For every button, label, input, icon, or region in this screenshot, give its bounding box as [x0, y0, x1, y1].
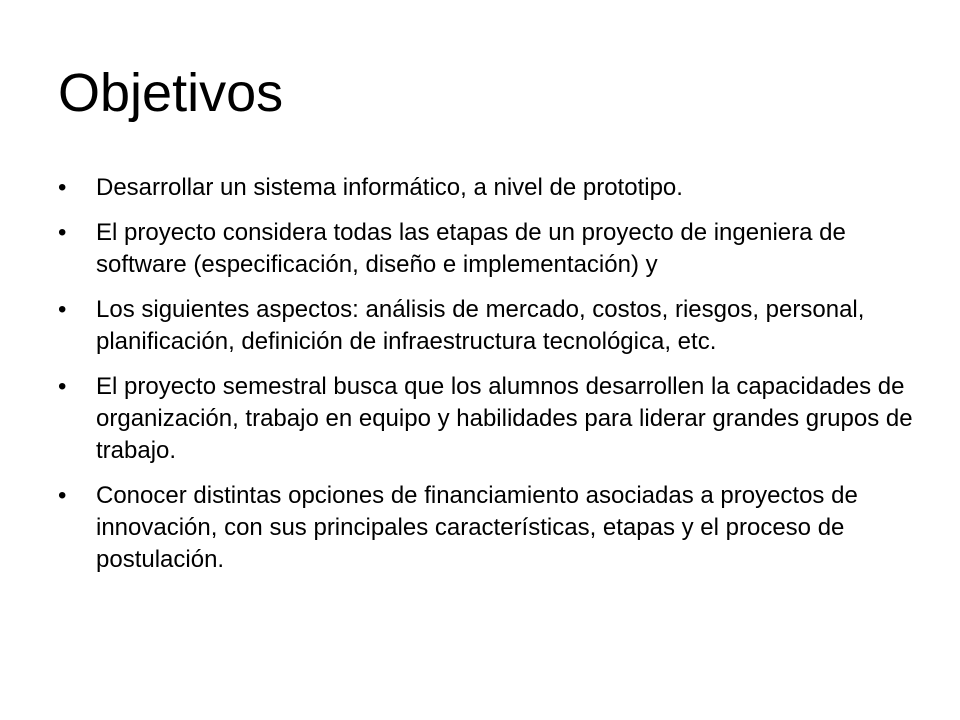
bullet-marker-icon: •: [58, 174, 67, 201]
bullet-marker-icon: •: [58, 296, 67, 323]
bullet-item: [58, 294, 918, 358]
bullet-marker-icon: •: [58, 373, 67, 400]
bullet-marker-icon: •: [58, 219, 67, 246]
bullet-item: [58, 172, 918, 204]
bullet-text: El proyecto considera todas las etapas de un proyecto de ingeniera de software (especificación, diseño e implementación) y: [96, 219, 846, 278]
bullet-item: [58, 217, 918, 281]
bullet-text: El proyecto semestral busca que los alumnos desarrollen la capacidades de organización, trabajo en equipo y habilidades para liderar grandes grupos de trabajo.: [96, 373, 913, 464]
bullet-text: Conocer distintas opciones de financiamiento asociadas a proyectos de innovación, con sus principales características, etapas y el proceso de postulación.: [96, 482, 858, 573]
bullet-item: [58, 371, 918, 467]
bullet-list: [58, 172, 918, 589]
bullet-text: Los siguientes aspectos: análisis de mercado, costos, riesgos, personal, planificación, definición de infraestructura tecnológica, etc.: [96, 296, 865, 355]
bullet-marker-icon: •: [58, 482, 67, 509]
bullet-item: [58, 480, 918, 576]
slide-title: Objetivos: [58, 63, 284, 123]
bullet-text: Desarrollar un sistema informático, a nivel de prototipo.: [96, 174, 683, 201]
